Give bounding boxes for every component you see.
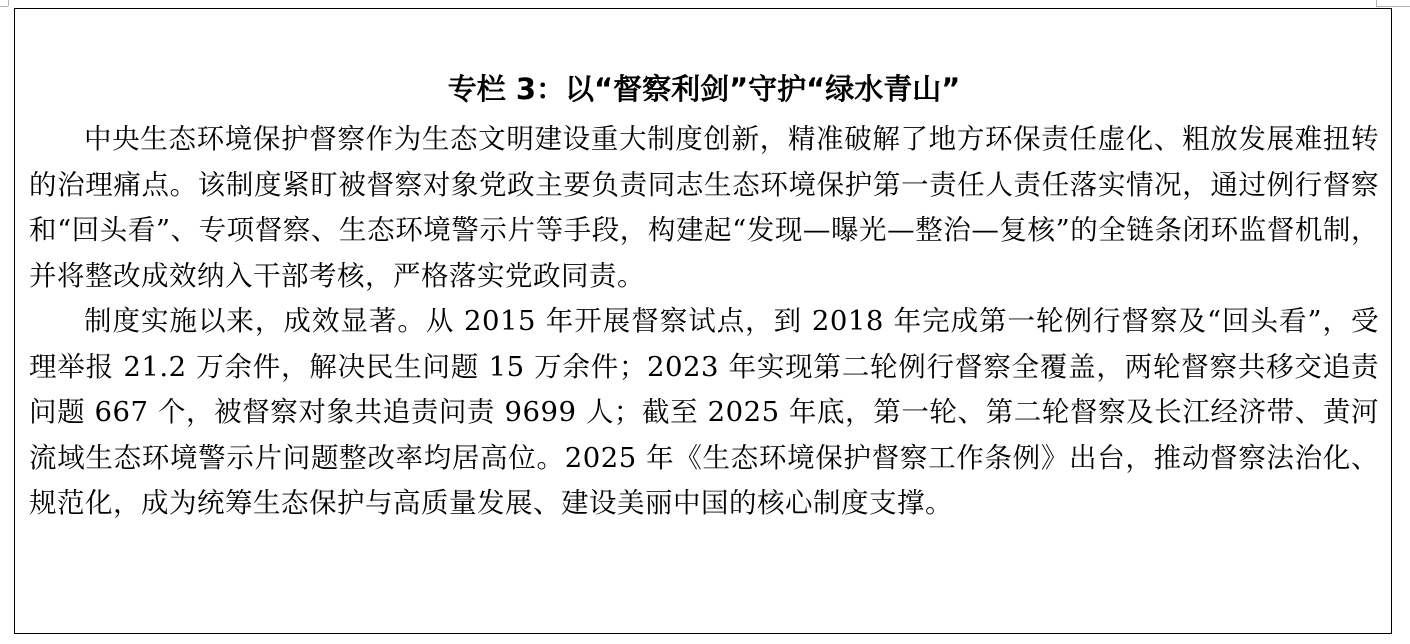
column-body xyxy=(29,117,1379,527)
column-box xyxy=(14,8,1392,634)
page-corner-mark-left xyxy=(8,0,9,6)
page-corner-mark-left-h xyxy=(0,6,8,7)
paragraph-1: 中央生态环境保护督察作为生态文明建设重大制度创新，精准破解了地方环保责任虚化、粗放发展难扭转的治理痛点。该制度紧盯被督察对象党政主要负责同志生态环境保护第一责任人责任落实情况，通过例行督察和“回头看”、专项督察、生态环境警示片等手段，构建起“发现—曝光—整治—复核”的全链条闭环监督机制，并将整改成效纳入干部考核，严格落实党政同责。 xyxy=(29,123,1379,292)
paragraph-2: 制度实施以来，成效显著。从 2015 年开展督察试点，到 2018 年完成第一轮例行督察及“回头看”，受理举报 21.2 万余件，解决民生问题 15 万余件；2023 年实现第二轮例行督察全覆盖，两轮督察共移交追责问题 667 个，被督察对象共追责问责 9699 人；截至 2025 年底，第一轮、第二轮督察及长江经济带、黄河流域生态环境警示片问题整改率均居高位。2025 年《生态环境保护督察工作条例》出台，推动督察法治化、规范化，成为统筹生态保护与高质量发展、建设美丽中国的核心制度支撑。 xyxy=(29,305,1379,519)
page-corner-mark-right-h xyxy=(1376,6,1410,7)
column-title: 专栏 3：以“督察利剑”守护“绿水青山” xyxy=(447,72,961,106)
